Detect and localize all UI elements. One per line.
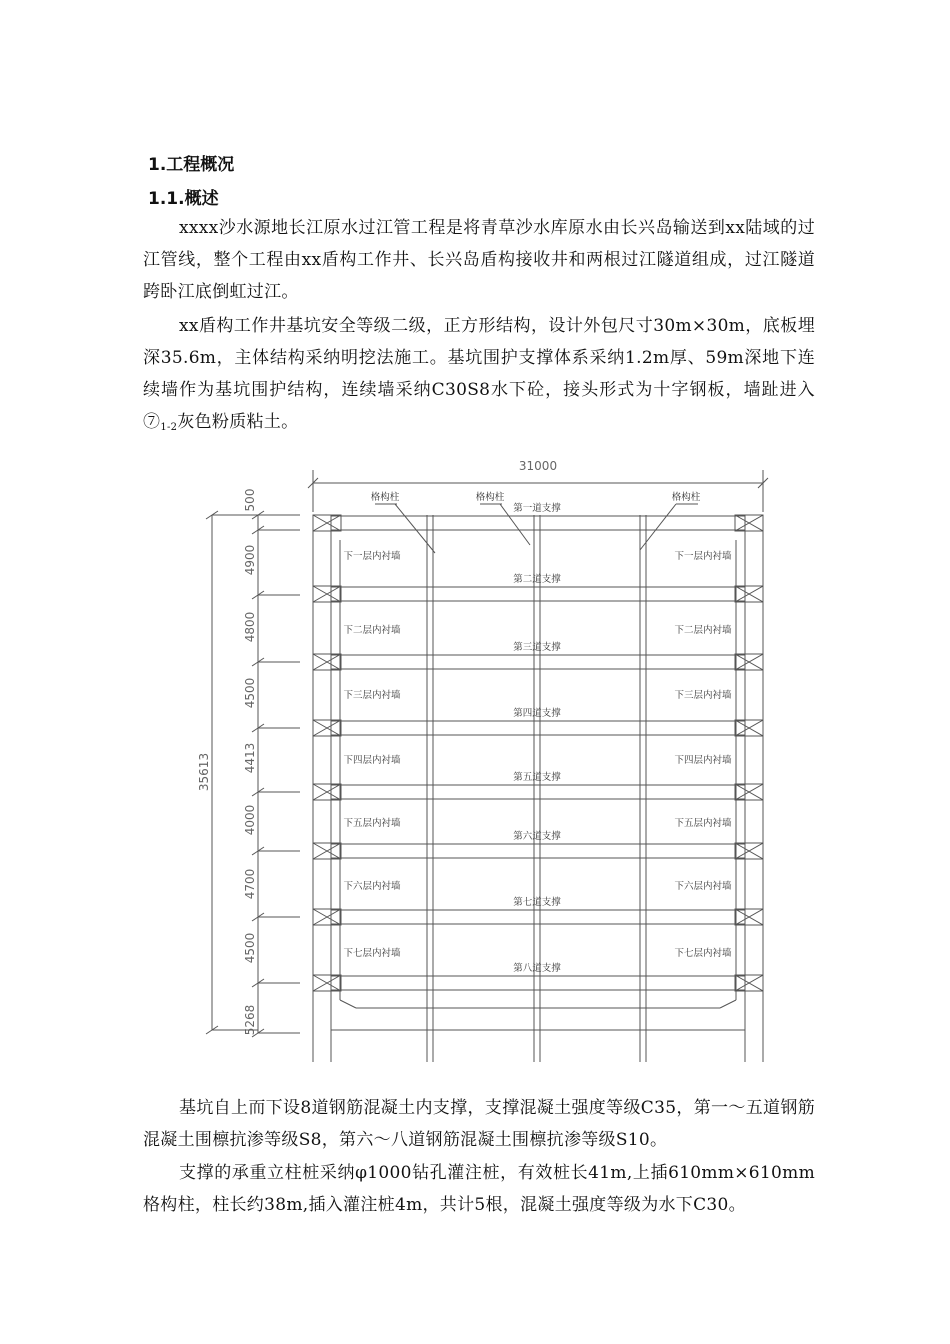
level-dimension-text: 4413 [243, 742, 257, 774]
lattice-leader [640, 504, 676, 550]
support-label: 第八道支撑 [513, 963, 561, 974]
level-dimension-text: 4800 [243, 611, 257, 643]
support-label: 第七道支撑 [513, 897, 561, 908]
lining-label-left: 下四层内衬墙 [343, 755, 401, 766]
width-dimension-text: 31000 [518, 459, 558, 473]
lining-bottom [340, 1000, 356, 1008]
level-dimension-text: 4500 [243, 932, 257, 964]
support-label: 第三道支撑 [513, 642, 561, 653]
lining-label-right: 下四层内衬墙 [674, 755, 732, 766]
lining-label-left: 下六层内衬墙 [343, 881, 401, 892]
lining-label-left: 下七层内衬墙 [343, 948, 401, 959]
level-dimension-text: 500 [243, 488, 257, 512]
soil-layer-subscript: 1-2 [160, 422, 178, 433]
support-label: 第五道支撑 [513, 772, 561, 783]
lining-label-left: 下三层内衬墙 [343, 690, 401, 701]
paragraph-shaft-end: 灰色粉质粘土。 [177, 412, 299, 432]
lining-label-right: 下五层内衬墙 [674, 818, 732, 829]
lining-label-left: 下二层内衬墙 [343, 625, 401, 636]
paragraph-overview: xxxx沙水源地长江原水过江管工程是将青草沙水库原水由长兴岛输送到xx陆域的过江管线，整个工程由xx盾构工作井、长兴岛盾构接收井和两根过江隧道组成，过江隧道跨卧江底倒虹过江。 [143, 218, 815, 302]
lining-label-right: 下六层内衬墙 [674, 881, 732, 892]
paragraph-shaft-text: xx盾构工作井基坑安全等级二级，正方形结构，设计外包尺寸30m×30m，底板埋深35.6m，主体结构采纳明挖法施工。基坑围护支撑体系采纳1.2m厚、59m深地下连续墙作为基坑围护结构，连续墙采纳C30S8水下砼，接头形式为十字钢板，墙趾进入⑦ [143, 316, 815, 432]
lining-label-left: 下五层内衬墙 [343, 818, 401, 829]
support-label: 第二道支撑 [513, 574, 561, 585]
lattice-leader [395, 504, 435, 553]
lining-label-right: 下一层内衬墙 [674, 551, 732, 562]
lattice-label: 格构柱 [370, 492, 400, 503]
lining-label-right: 下七层内衬墙 [674, 948, 732, 959]
lattice-label: 格构柱 [475, 492, 505, 503]
level-dimension-text: 4500 [243, 677, 257, 709]
subsection-heading: 1.1.概述 [148, 189, 219, 209]
lining-bottom [720, 1000, 736, 1008]
level-dimension-text: 4700 [243, 868, 257, 900]
lattice-label: 格构柱 [671, 492, 701, 503]
support-label: 第一道支撑 [513, 503, 561, 514]
lining-label-right: 下二层内衬墙 [674, 625, 732, 636]
level-dimension-text: 4000 [243, 804, 257, 836]
paragraph-supports: 基坑自上而下设8道钢筋混凝土内支撑，支撑混凝土强度等级C35，第一～五道钢筋混凝土围檩抗渗等级S8，第六～八道钢筋混凝土围檩抗渗等级S10。 [143, 1098, 815, 1150]
support-label: 第四道支撑 [513, 708, 561, 719]
level-dimension-text: 4900 [243, 544, 257, 576]
paragraph-piles: 支撑的承重立柱桩采纳φ1000钻孔灌注桩，有效桩长41m,上插610mm×610mm格构柱，柱长约38m,插入灌注桩4m，共计5根，混凝土强度等级为水下C30。 [143, 1163, 815, 1215]
overall-depth-text: 35613 [197, 752, 211, 792]
support-label: 第六道支撑 [513, 831, 561, 842]
lining-label-right: 下三层内衬墙 [674, 690, 732, 701]
section-heading: 1.工程概况 [148, 155, 235, 175]
level-dimension-text: 5268 [243, 1004, 257, 1036]
lining-label-left: 下一层内衬墙 [343, 551, 401, 562]
